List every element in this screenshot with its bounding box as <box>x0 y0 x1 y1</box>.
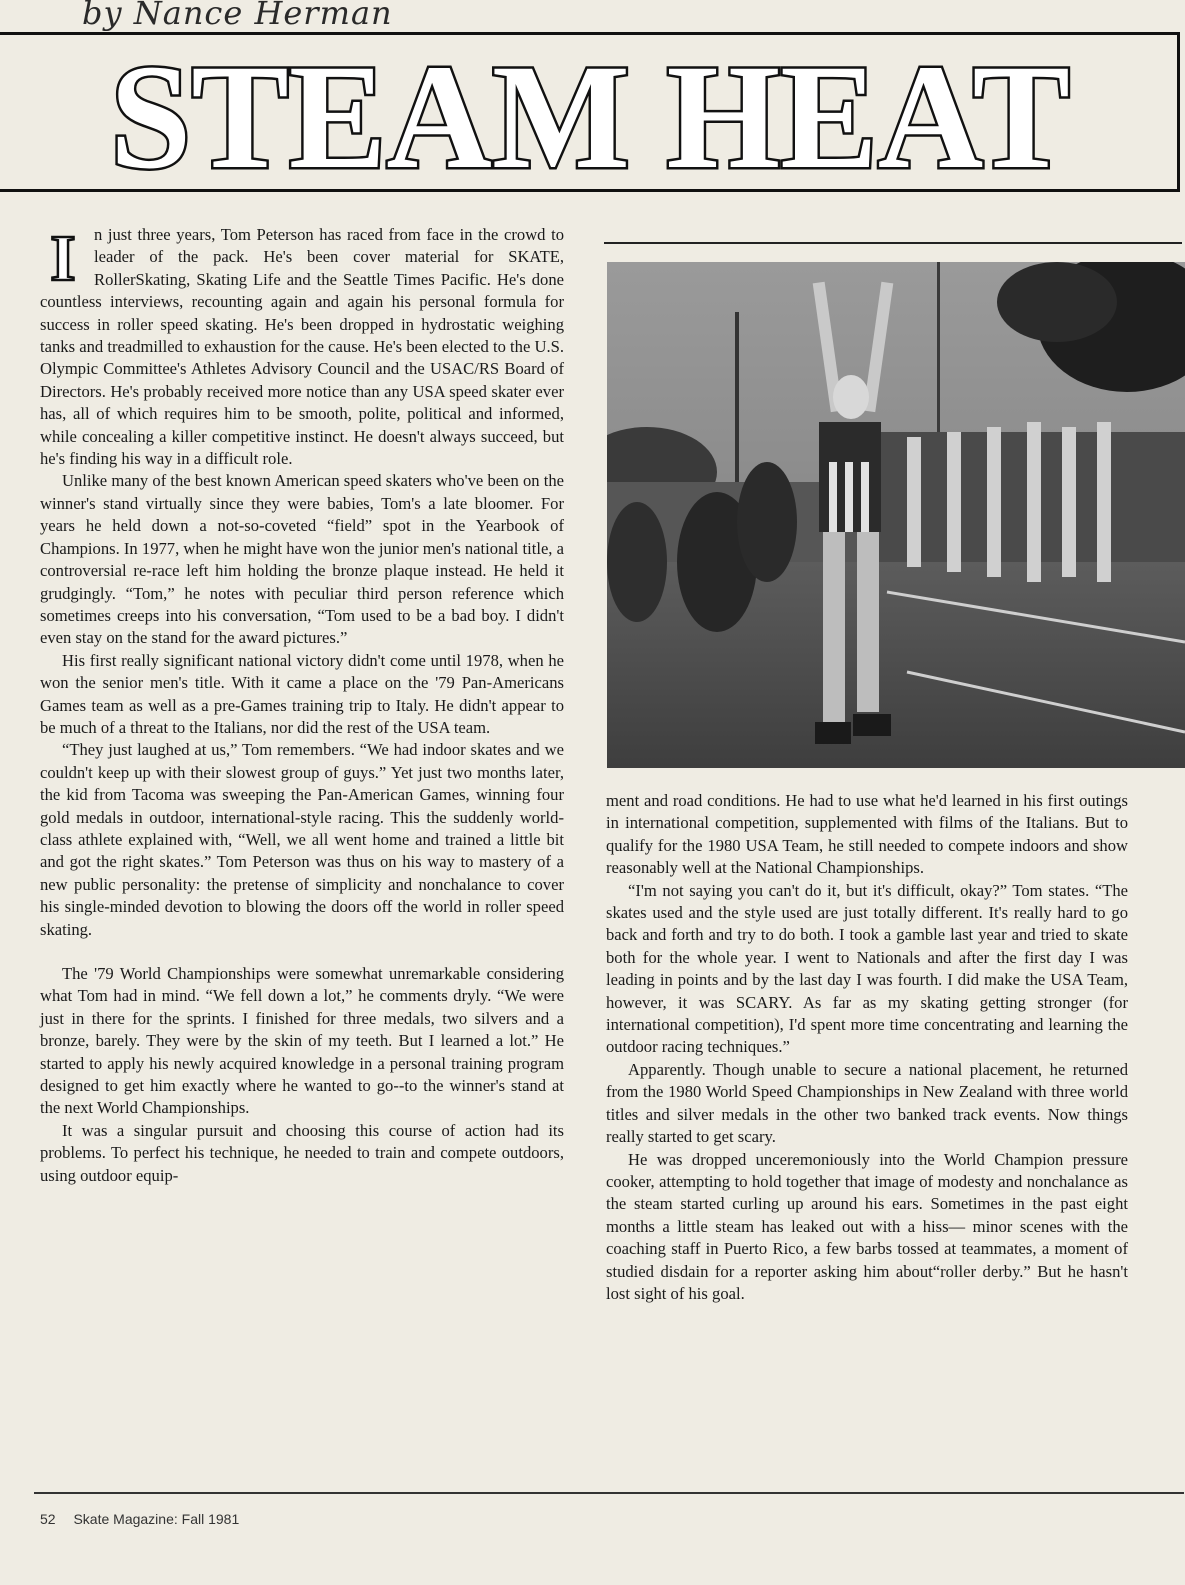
page-number: 52 <box>40 1511 56 1527</box>
photo-illustration <box>607 262 1185 768</box>
footer-rule <box>34 1492 1184 1494</box>
paragraph: Apparently. Though unable to secure a national placement, he returned from the 1980 World Speed Championships in New Zealand with three world titles and silver medals in the other two banked track events. Now things really started to get scary. <box>606 1059 1128 1147</box>
page-footer <box>40 1511 239 1527</box>
right-column <box>606 790 1128 1305</box>
publication-credit: Skate Magazine: Fall 1981 <box>73 1511 240 1527</box>
paragraph: It was a singular pursuit and choosing this course of action had its problems. To perfect his technique, he needed to train and compete outdoors, using outdoor equip- <box>40 1120 564 1185</box>
skater-photo <box>607 262 1185 768</box>
paragraph: “I'm not saying you can't do it, but it's difficult, okay?” Tom states. “The skates used and the style used are just totally different. It's really hard to go back and forth and try to do both. I took a gamble last year and tried to skate both for the whole year. I went to Nationals and after the first day I was leading in points and by the last day I was fourth. I did make the USA Team, however, it was SCARY. As far as my skating getting stronger (for international competition), I'd spent more time concentrating and learning the outdoor racing techniques.” <box>606 880 1128 1057</box>
paragraph: ment and road conditions. He had to use what he'd learned in his first outings in international competition, supplemented with films of the Italians. But to qualify for the 1980 USA Team, he still needed to compete indoors and show reasonably well at the National Championships. <box>606 791 1128 878</box>
paragraph: Unlike many of the best known American speed skaters who've been on the winner's stand virtually since they were babies, Tom's a late bloomer. For years he held down a not-so-coveted “field” spot in the Yearbook of Champions. In 1977, when he might have won the junior men's national title, a controversial re-race left him holding the bronze plaque instead. He held it grudgingly. “Tom,” he notes with peculiar third person reference which sometimes creeps into his conversation, “Tom used to be a bad boy. I didn't even stay on the stand for the award pictures.” <box>40 471 564 648</box>
svg-text:I: I <box>50 226 76 284</box>
left-column <box>40 224 564 1187</box>
paragraph: The '79 World Championships were somewhat unremarkable considering what Tom had in mind. “We fell down a lot,” he comments dryly. “We were just in there for the sprints. I finished for three medals, two silvers and a bronze, barely. They were by the skin of my teeth. But I learned a lot.” He started to apply his newly acquired knowledge in a personal training program designed to get him exactly where he wanted to go--to the winner's stand at the next World Championships. <box>40 964 564 1118</box>
paragraph: His first really significant national victory didn't come until 1978, when he won the senior men's title. With it came a place on the '79 Pan-Americans Games team as well as a pre-Games training trip to Italy. He didn't appear to be much of a threat to the Italians, nor did the rest of the USA team. <box>40 650 564 737</box>
drop-cap <box>40 226 86 284</box>
page-title: STEAM HEAT <box>110 35 1070 193</box>
byline: by Nance Herman <box>82 0 393 32</box>
paragraph: “They just laughed at us,” Tom remembers. “We had indoor skates and we couldn't keep up with their slowest group of guys.” Yet just two months later, the kid from Tacoma was sweeping the Pan-American Games, winning four gold medals in outdoor, international-style racing. This the suddenly world-class athlete explained with, “Well, we all went home and trained a little bit and got the right skates.” Tom Peterson was thus on his way to mastery of a new public personality: the pretense of simplicity and nonchalance to cover his single-minded devotion to blowing the doors off the world in roller speed skating. <box>40 740 564 939</box>
title-graphic <box>0 35 1180 193</box>
paragraph: n just three years, Tom Peterson has raced from face in the crowd to leader of the pack. He's been cover material for SKATE, RollerSkating, Skating Life and the Seattle Times Pacific. He's done countless interviews, recounting again and again his personal formula for success in roller speed skating. He's been dropped in hydrostatic weighing tanks and treadmilled to exhaustion for the cause. He's been elected to the U.S. Olympic Committee's Athletes Advisory Council and the USAC/RS Board of Directors. He's probably received more notice than any USA speed skater ever has, all of which requires him to be smooth, polite, political and informed, while concealing a killer competitive instinct. He doesn't always succeed, but he's finding his way in a difficult role. <box>40 225 564 469</box>
paragraph: He was dropped unceremoniously into the World Champion pressure cooker, attempting to hold together that image of modesty and nonchalance as the steam started curling up around his ears. Sometimes in the past eight months a little steam has leaked out with a hiss— minor scenes with the coaching staff in Puerto Rico, a few barbs tossed at teammates, a moment of studied disdain for a reporter asking him about“roller derby.” But he hasn't lost sight of his goal. <box>606 1149 1128 1303</box>
column-rule <box>604 242 1182 244</box>
title-banner <box>0 32 1180 192</box>
